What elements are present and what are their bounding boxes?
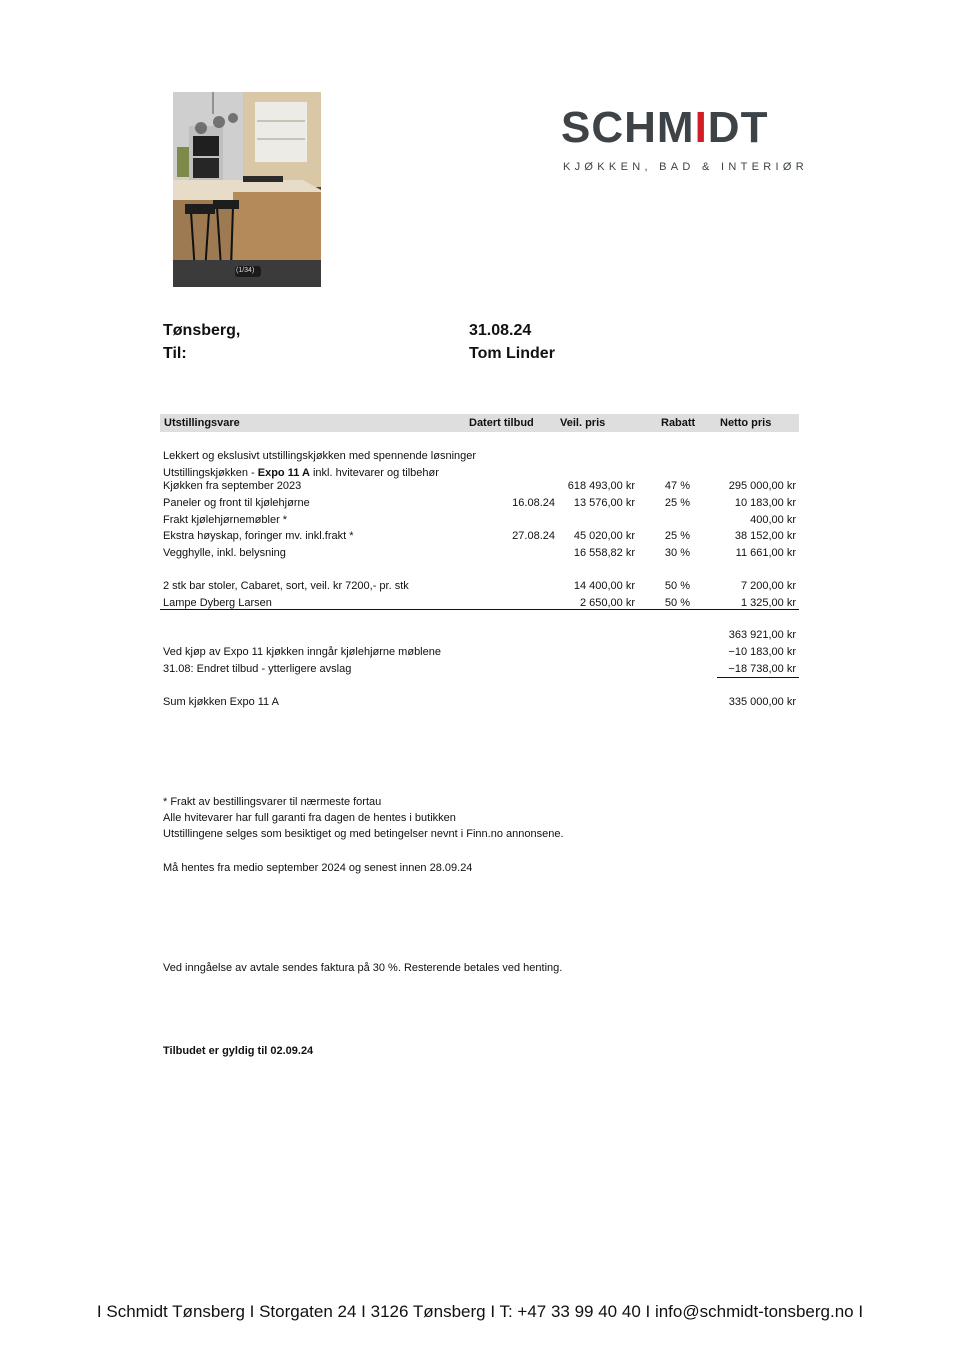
col-net: Netto pris — [720, 417, 772, 429]
kitchen-photo — [173, 92, 321, 287]
row-price: 2 650,00 kr — [579, 597, 635, 609]
sum-divider — [717, 677, 799, 678]
row-net: 10 183,00 kr — [734, 497, 796, 509]
logo-subtitle: KJØKKEN, BAD & INTERIØR — [563, 161, 808, 173]
note-warranty: Alle hvitevarer har full garanti fra dagen de hentes i butikken — [163, 812, 456, 824]
row-description: Vegghylle, inkl. belysning — [163, 547, 286, 559]
offer-date: 31.08.24 — [469, 322, 532, 339]
row-description: Lampe Dyberg Larsen — [163, 597, 272, 609]
note-delivery: * Frakt av bestillingsvarer til nærmeste fortau — [163, 796, 382, 808]
row-net: 11 661,00 kr — [735, 547, 796, 559]
row-net: 38 152,00 kr — [734, 530, 796, 542]
row-net: 295 000,00 kr — [728, 480, 796, 492]
row-discount: 47 % — [664, 480, 690, 492]
table-divider — [160, 609, 799, 610]
row-description: Paneler og front til kjølehjørne — [163, 497, 310, 509]
intro-text: Lekkert og ekslusivt utstillingskjøkken med spennende løsninger — [163, 450, 477, 462]
note-payment: Ved inngåelse av avtale sendes faktura på 30 %. Resterende betales ved henting. — [163, 962, 563, 974]
sum-value: 335 000,00 kr — [728, 696, 796, 708]
adjustment-desc: Ved kjøp av Expo 11 kjøkken inngår kjølehjørne møblene — [163, 646, 441, 658]
col-item: Utstillingsvare — [164, 417, 240, 429]
row-price: 13 576,00 kr — [573, 497, 635, 509]
row-price: 16 558,82 kr — [573, 547, 635, 559]
row-net: 1 325,00 kr — [740, 597, 796, 609]
schmidt-logo: SCHMIDT — [561, 103, 769, 152]
photo-counter: (1/34) — [236, 267, 255, 274]
row-description: Kjøkken fra september 2023 — [163, 480, 302, 492]
recipient-name: Tom Linder — [469, 345, 555, 362]
row-discount: 30 % — [664, 547, 690, 559]
col-date: Datert tilbud — [469, 417, 534, 429]
row-description: 2 stk bar stoler, Cabaret, sort, veil. kr 7200,- pr. stk — [163, 580, 409, 592]
subtotal: 363 921,00 kr — [728, 629, 796, 641]
row-description: Frakt kjølehjørnemøbler * — [163, 514, 288, 526]
row-price: 14 400,00 kr — [573, 580, 635, 592]
col-price: Veil. pris — [560, 417, 606, 429]
row-price: 45 020,00 kr — [573, 530, 635, 542]
row-date: 16.08.24 — [512, 497, 555, 509]
note-pickup: Må hentes fra medio september 2024 og senest innen 28.09.24 — [163, 862, 473, 874]
place-label: Tønsberg, — [163, 322, 241, 339]
row-net: 400,00 kr — [750, 514, 796, 526]
adjustment-desc: 31.08: Endret tilbud - ytterligere avslag — [163, 663, 352, 675]
adjustment-amount: −10 183,00 kr — [728, 646, 796, 658]
row-net: 7 200,00 kr — [740, 580, 796, 592]
row-description: Ekstra høyskap, foringer mv. inkl.frakt * — [163, 530, 354, 542]
row-date: 27.08.24 — [512, 530, 555, 542]
sum-label: Sum kjøkken Expo 11 A — [163, 696, 279, 708]
table-header — [160, 414, 799, 432]
item-title: Utstillingskjøkken - Expo 11 A inkl. hvitevarer og tilbehør — [163, 467, 439, 479]
to-label: Til: — [163, 345, 187, 362]
offer-validity: Tilbudet er gyldig til 02.09.24 — [163, 1045, 314, 1057]
row-discount: 50 % — [664, 597, 690, 609]
col-discount: Rabatt — [661, 417, 696, 429]
row-discount: 25 % — [664, 497, 690, 509]
adjustment-amount: −18 738,00 kr — [728, 663, 796, 675]
row-price: 618 493,00 kr — [567, 480, 635, 492]
row-discount: 50 % — [664, 580, 690, 592]
footer-contact: I Schmidt Tønsberg I Storgaten 24 I 3126 Tønsberg I T: +47 33 99 40 40 I info@schmidt-tonsberg.no I — [96, 1302, 864, 1321]
row-discount: 25 % — [664, 530, 690, 542]
note-conditions: Utstillingene selges som besiktiget og med betingelser nevnt i Finn.no annonsene. — [163, 828, 564, 840]
